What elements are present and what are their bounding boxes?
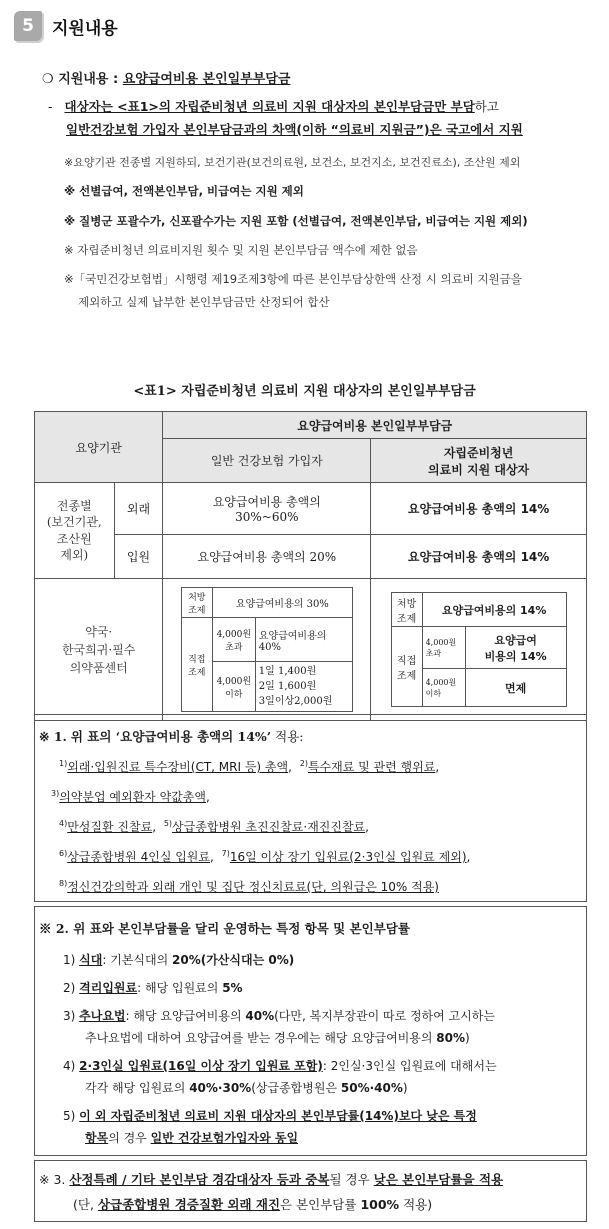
rx-label-l2: 조제 bbox=[188, 605, 206, 616]
under-general-l3: 3일이상2,000원 bbox=[258, 696, 333, 707]
note-1-item-4: 만성질환 진찰료 bbox=[67, 820, 153, 834]
note-2-item-2-b: 5% bbox=[222, 981, 243, 995]
note-2-item-1-num: 1) bbox=[63, 953, 76, 967]
note-3-e: 상급종합병원 경증질환 외래 재진 bbox=[97, 1197, 281, 1212]
remark-3: ※ 질병군 포괄수가, 신포괄수가는 지원 포함 (선별급여, 전액본인부담, 비급여는 지원 제외) bbox=[64, 214, 528, 228]
remark-6: 제외하고 실제 납부한 본인부담금만 산정되어 합산 bbox=[78, 295, 330, 309]
over-general-l1: 요양급여비용의 bbox=[258, 630, 327, 642]
note-2-item-4-e: 50%·40% bbox=[340, 1081, 403, 1095]
support-heading-value: 요양급여비용 본인일부부담금 bbox=[122, 72, 291, 87]
header-general: 일반 건강보험 가입자 bbox=[163, 439, 371, 483]
pharmacy-label-l3: 의약품센터 bbox=[69, 660, 128, 675]
rx-label-target bbox=[391, 593, 422, 627]
note-2-box bbox=[34, 906, 587, 1156]
section-header bbox=[14, 8, 118, 44]
over4000-target-l1: 4,000원 bbox=[425, 637, 457, 647]
note-1-mark: ※ 1. bbox=[39, 729, 67, 744]
under-target: 면제 bbox=[465, 669, 566, 707]
over4000-label bbox=[212, 618, 255, 662]
header-org: 요양기관 bbox=[35, 412, 163, 483]
note-2-item-3 bbox=[63, 1007, 495, 1024]
direct-label-target bbox=[391, 627, 422, 707]
note-3-g: 100% bbox=[360, 1197, 400, 1212]
note-2-item-3-e: 80% bbox=[436, 1031, 466, 1045]
note-1-row-1: $^{1)}$외래·입원진료 특수장비(CT, MRI 등) 총액, $^{2)}$특수재료 및 관련 행위료, bbox=[59, 759, 440, 774]
note-1-item-5: 상급종합병원 초진진찰료·재진진찰료 bbox=[172, 820, 366, 834]
over4000-target-l2: 초과 bbox=[425, 648, 442, 658]
outpatient-target: 요양급여비용 총액의 14% bbox=[371, 483, 587, 535]
outpatient-label: 외래 bbox=[114, 483, 163, 535]
note-1-item-3: 의약분업 예외환자 약값총액 bbox=[59, 790, 206, 804]
support-heading-label: 지원내용 : bbox=[58, 72, 119, 87]
desc-line-1 bbox=[48, 97, 499, 115]
note-3-box bbox=[34, 1160, 587, 1222]
note-2-item-5 bbox=[63, 1107, 477, 1124]
table-title: <표1> 자립준비청년 의료비 지원 대상자의 본인일부부담금 bbox=[133, 384, 476, 399]
note-2-mark: ※ 2. bbox=[39, 921, 69, 936]
note-3-d: (단, bbox=[73, 1197, 94, 1212]
note-2-item-4-a: : 2인실·3인실 입원료에 대해서는 bbox=[322, 1059, 497, 1073]
under-general-l1: 1일 1,400원 bbox=[258, 666, 317, 677]
note-3-line-1 bbox=[39, 1170, 503, 1188]
over4000-l2: 초과 bbox=[225, 642, 243, 653]
desc-line-2: 일반건강보험 가입자 본인부담금과의 차액(이하 “의료비 지원금”)은 국고에서 지원 bbox=[66, 122, 523, 137]
note-2-item-3-b: 40% bbox=[245, 1009, 275, 1023]
over4000-label-target bbox=[422, 627, 465, 669]
note-2-item-1-a: : 기본식대의 bbox=[102, 953, 169, 967]
note-1-item-1: 외래·입원진료 특수장비(CT, MRI 등) 총액 bbox=[67, 760, 289, 774]
under4000-l2: 이하 bbox=[225, 689, 243, 700]
direct-target-l2: 조제 bbox=[396, 670, 417, 682]
note-2-item-4-key: 2·3인실 입원료(16일 이상 장기 입원료 포함) bbox=[79, 1059, 323, 1073]
note-1-item-7: 16일 이상 장기 입원료(2·3인실 입원료 제외) bbox=[229, 850, 467, 864]
note-2-item-5-cont bbox=[85, 1129, 298, 1146]
group-all-types-l1: 전종별 bbox=[56, 499, 92, 514]
note-3-b: 될 경우 bbox=[329, 1172, 370, 1187]
inpatient-target: 요양급여비용 총액의 14% bbox=[371, 535, 587, 579]
direct-target-l1: 직접 bbox=[396, 655, 417, 667]
outpatient-general bbox=[163, 483, 371, 535]
over4000-l1: 4,000원 bbox=[216, 629, 252, 640]
direct-label-l2: 조제 bbox=[188, 667, 206, 678]
remark-1: ※요양기관 전종별 지원하되, 보건기관(보건의료원, 보건소, 보건지소, 보건진료소), 조산원 제외 bbox=[64, 156, 521, 169]
copay-table bbox=[34, 411, 587, 721]
note-2-item-4-f: ) bbox=[402, 1081, 408, 1095]
note-2-item-4-num: 4) bbox=[63, 1059, 76, 1073]
rx-label-target-l2: 조제 bbox=[396, 613, 417, 625]
note-3-a: 산정특례 / 기타 본인부담 경감대상자 등과 중복 bbox=[69, 1172, 330, 1187]
note-2-item-5-b: 일반 건강보험가입자와 동일 bbox=[150, 1131, 299, 1145]
note-1-title bbox=[39, 727, 304, 745]
note-2-item-5-a: 의 경우 bbox=[108, 1131, 147, 1145]
group-all-types bbox=[35, 483, 115, 579]
note-1-box bbox=[34, 714, 587, 902]
over-target-l2: 비용의 14% bbox=[484, 649, 547, 663]
note-2-item-1 bbox=[63, 951, 294, 968]
note-1-row-3: $^{4)}$만성질환 진찰료, $^{5)}$상급종합병원 초진진찰료·재진진찰료, bbox=[59, 819, 369, 834]
note-2-item-2-a: : 해당 입원료의 bbox=[137, 981, 219, 995]
under4000-label bbox=[212, 662, 255, 712]
note-2-item-3-cont bbox=[85, 1029, 470, 1046]
pharmacy-general-table bbox=[181, 587, 353, 712]
section-title: 지원내용 bbox=[52, 18, 118, 39]
header-target bbox=[371, 439, 587, 483]
header-target-line-1: 자립준비청년 bbox=[443, 445, 514, 460]
pharmacy-general-cell bbox=[163, 579, 371, 721]
note-1-item-6: 상급종합병원 4인실 입원료 bbox=[67, 850, 210, 864]
inpatient-label: 입원 bbox=[114, 535, 163, 579]
note-2-item-4 bbox=[63, 1057, 497, 1074]
rx-label bbox=[181, 588, 212, 618]
rx-general: 요양급여비용의 30% bbox=[212, 588, 352, 618]
note-1-row-4: $^{6)}$상급종합병원 4인실 입원료, $^{7)}$16일 이상 장기 입원료(2·3인실 입원료 제외), bbox=[59, 849, 471, 864]
note-1-title-a: 위 표의 ‘요양급여비용 총액의 14%’ bbox=[70, 729, 272, 744]
under4000-l1: 4,000원 bbox=[216, 676, 252, 687]
note-2-item-2 bbox=[63, 979, 243, 996]
over-general bbox=[255, 618, 352, 662]
remark-5: ※「국민건강보험법」시행령 제19조제3항에 따른 본인부담상한액 산정 시 의료비 지원금을 bbox=[64, 272, 522, 286]
section-number-badge: 5 bbox=[14, 11, 42, 41]
under-general bbox=[255, 662, 352, 712]
pharmacy-label-l1: 약국· bbox=[85, 624, 113, 639]
desc-line-1-bold: 대상자는 <표1>의 자립준비청년 의료비 지원 대상자의 본인부담금만 부담 bbox=[64, 99, 475, 114]
note-2-item-5-key2: 항목 bbox=[85, 1131, 109, 1145]
note-2-item-3-c: (다만, 복지부장관이 따로 정하여 고시하는 bbox=[274, 1009, 495, 1023]
note-2-item-1-key: 식대 bbox=[79, 953, 103, 967]
note-2-item-4-c: 40%·30% bbox=[189, 1081, 252, 1095]
pharmacy-label-l2: 한국희귀·필수 bbox=[62, 642, 136, 657]
rx-target: 요양급여비용의 14% bbox=[422, 593, 566, 627]
over-target bbox=[465, 627, 566, 669]
group-all-types-l4: 제외) bbox=[60, 547, 89, 562]
header-target-line-2: 의료비 지원 대상자 bbox=[428, 462, 530, 477]
note-2-item-1-b: 20%(가산식대는 0%) bbox=[172, 953, 295, 967]
note-3-f: 은 본인부담률 bbox=[280, 1197, 357, 1212]
under4000-target-l2: 이하 bbox=[425, 688, 442, 698]
note-1-title-b: 적용: bbox=[275, 729, 304, 744]
note-2-item-3-key: 추나요법 bbox=[79, 1009, 126, 1023]
group-all-types-l2: (보건기관, bbox=[46, 515, 102, 530]
remark-2: ※ 선별급여, 전액본인부담, 비급여는 지원 제외 bbox=[64, 184, 304, 198]
under4000-label-target bbox=[422, 669, 465, 707]
note-1-row-2: $^{3)}$의약분업 예외환자 약값총액, bbox=[51, 789, 210, 804]
note-1-row-5: $^{8)}$정신건강의학과 외래 개인 및 집단 정신치료료(단, 의원급은 10% 적용) bbox=[59, 879, 439, 894]
direct-label-l1: 직접 bbox=[188, 654, 206, 665]
over-target-l1: 요양급여 bbox=[494, 633, 537, 647]
note-2-item-5-key: 이 외 자립준비청년 의료비 지원 대상자의 본인부담률(14%)보다 낮은 특정 bbox=[79, 1109, 477, 1123]
note-3-line-2 bbox=[73, 1195, 432, 1213]
note-2-item-4-b: 각각 해당 입원료의 bbox=[85, 1081, 186, 1095]
over-general-l2: 40% bbox=[258, 641, 282, 653]
desc-line-1-tail: 하고 bbox=[474, 99, 499, 114]
remark-4: ※ 자립준비청년 의료비지원 횟수 및 지원 본인부담금 액수에 제한 없음 bbox=[64, 243, 418, 257]
group-all-types-l3: 조산원 bbox=[56, 531, 92, 546]
header-main: 요양급여비용 본인일부부담금 bbox=[163, 412, 587, 439]
note-2-item-3-d: 추나요법에 대하여 요양급여를 받는 경우에는 해당 요양급여비용의 bbox=[85, 1031, 433, 1045]
dash-bullet: - bbox=[48, 99, 53, 114]
note-2-title bbox=[39, 919, 410, 937]
note-3-c: 낮은 본인부담률을 적용 bbox=[373, 1172, 504, 1187]
note-2-item-5-num: 5) bbox=[63, 1109, 76, 1123]
inpatient-general: 요양급여비용 총액의 20% bbox=[163, 535, 371, 579]
direct-label bbox=[181, 618, 212, 712]
note-2-item-4-d: (상급종합병원은 bbox=[251, 1081, 338, 1095]
support-heading bbox=[42, 68, 290, 87]
note-2-item-2-key: 격리입원료 bbox=[79, 981, 138, 995]
note-2-item-2-num: 2) bbox=[63, 981, 76, 995]
note-2-item-3-f: ) bbox=[465, 1031, 470, 1045]
outpatient-general-l1: 요양급여비용 총액의 bbox=[212, 495, 321, 509]
rx-label-target-l1: 처방 bbox=[396, 598, 417, 610]
outpatient-general-l2: 30%~60% bbox=[235, 510, 299, 524]
under-general-l2: 2일 1,600원 bbox=[258, 681, 317, 692]
pharmacy-target-table bbox=[391, 592, 567, 707]
note-2-item-3-a: : 해당 요양급여비용의 bbox=[125, 1009, 242, 1023]
circle-bullet-icon: ❍ bbox=[42, 72, 54, 87]
note-3-h: 적용) bbox=[403, 1197, 433, 1212]
note-1-item-2: 특수재료 및 관련 행위료 bbox=[307, 760, 436, 774]
pharmacy-target-cell bbox=[371, 579, 587, 721]
pharmacy-label bbox=[35, 579, 163, 721]
note-1-item-8: 정신건강의학과 외래 개인 및 집단 정신치료료(단, 의원급은 10% 적용) bbox=[67, 880, 439, 894]
note-2-item-3-num: 3) bbox=[63, 1009, 76, 1023]
note-3-mark: ※ 3. bbox=[39, 1172, 66, 1187]
under4000-target-l1: 4,000원 bbox=[425, 677, 457, 687]
note-2-title-text: 위 표와 본인부담률을 달리 운영하는 특정 항목 및 본인부담률 bbox=[73, 921, 410, 936]
note-2-item-4-cont bbox=[85, 1079, 408, 1096]
rx-label-l1: 처방 bbox=[188, 592, 206, 603]
